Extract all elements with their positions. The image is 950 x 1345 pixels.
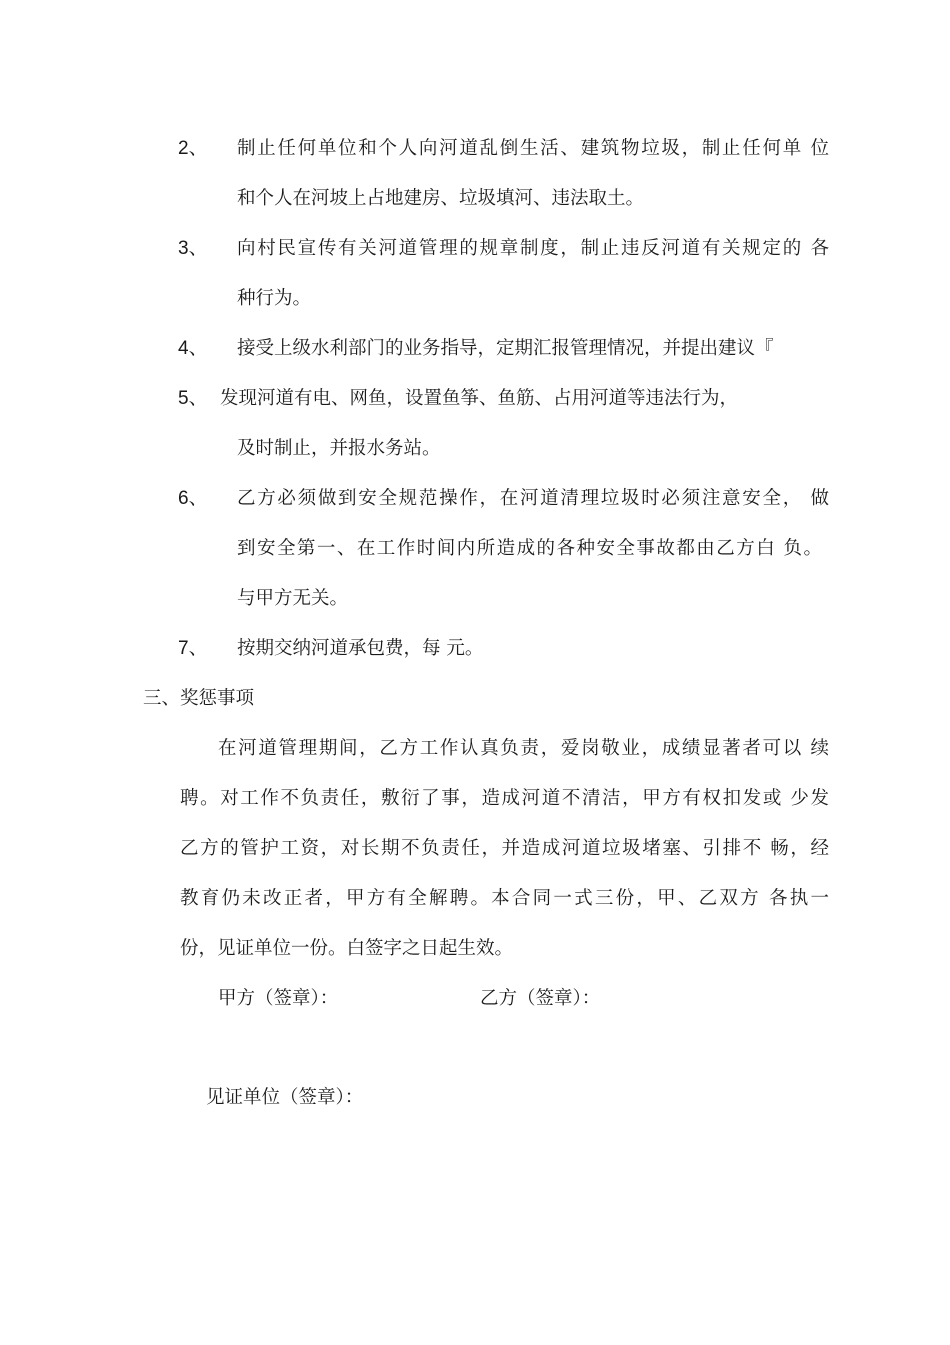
item-text-line: 种行为。 [237, 288, 312, 309]
item-number: 5、 [178, 388, 208, 409]
item-number: 6、 [178, 488, 208, 509]
item-text-line: 接受上级水利部门的业务指导，定期汇报管理情况，并提出建议『 [237, 338, 774, 359]
item-text-line: 发现河道有电、网鱼，设置鱼筝、鱼筋、占用河道等违法行为， [220, 388, 739, 409]
item-text-line: 及时制止，并报水务站。 [237, 438, 441, 459]
item-text-line: 向村民宣传有关河道管理的规章制度，制止违反河道有关规定的 各 [237, 238, 829, 259]
item-text-line: 按期交纳河道承包费，每 元。 [237, 638, 484, 659]
item-text-line: 与甲方无关。 [237, 588, 349, 609]
paragraph-line: 聘。对工作不负责任，敷衍了事，造成河道不清洁，甲方有权扣发或 少发 [180, 788, 829, 809]
item-text-line: 和个人在河坡上占地建房、垃圾填河、违法取土。 [237, 188, 645, 209]
paragraph-line: 教育仍未改正者，甲方有全解聘。本合同一式三份，甲、乙双方 各执一 [180, 888, 829, 909]
paragraph-line: 在河道管理期间，乙方工作认真负责，爱岗敬业，成绩显著者可以 续 [218, 738, 829, 759]
party-b-signature-label: 乙方（签章）： [480, 988, 601, 1009]
party-a-signature-label: 甲方（签章）： [218, 988, 339, 1009]
item-number: 4、 [178, 338, 208, 359]
item-number: 3、 [178, 238, 208, 259]
paragraph-line: 乙方的管护工资，对长期不负责任，并造成河道垃圾堵塞、引排不 畅，经 [180, 838, 829, 859]
item-number: 7、 [178, 638, 208, 659]
item-text-line: 制止任何单位和个人向河道乱倒生活、建筑物垃圾，制止任何单 位 [237, 138, 829, 159]
item-text-line: 乙方必须做到安全规范操作，在河道清理垃圾时必须注意安全， 做 [237, 488, 829, 509]
item-text-line: 到安全第一、在工作时间内所造成的各种安全事故都由乙方白 负。 [237, 538, 822, 559]
section-title: 三、奖惩事项 [143, 688, 255, 709]
witness-signature-label: 见证单位（签章）： [206, 1087, 364, 1108]
item-number: 2、 [178, 138, 208, 159]
paragraph-line: 份，见证单位一份。白签字之日起生效。 [180, 938, 514, 959]
